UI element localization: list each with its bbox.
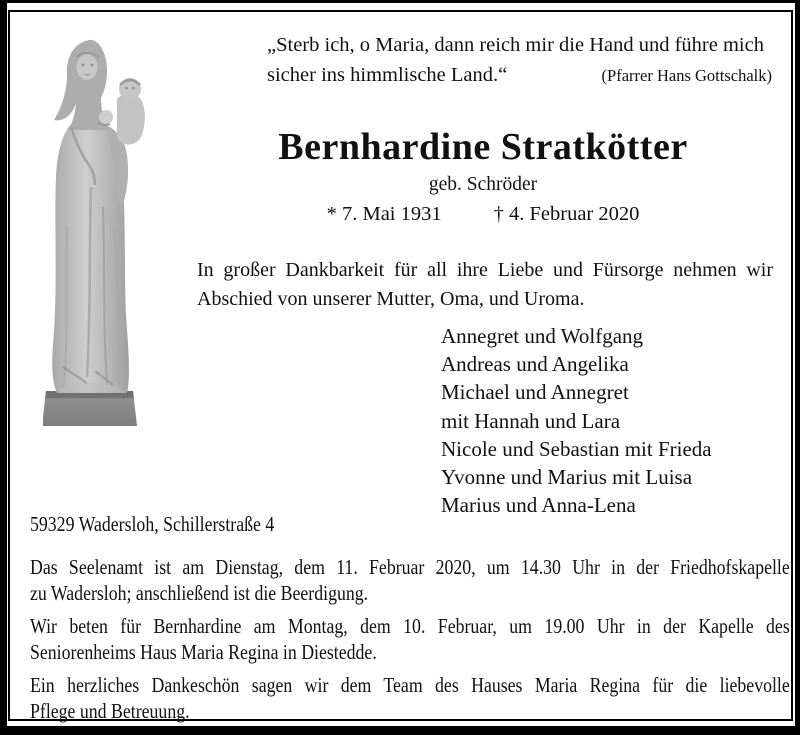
mourner-line: Marius und Anna-Lena <box>441 493 636 518</box>
prayer-line-1: Wir beten für Bernhardine am Montag, dem 10. Februar, um 19.00 Uhr in der Kapelle des <box>30 613 790 638</box>
death-date: † 4. Februar 2020 <box>493 203 640 225</box>
thanks-paragraph <box>30 672 790 725</box>
prayer-paragraph <box>30 613 790 666</box>
tribute-line-1: In großer Dankbarkeit für all ihre Liebe und Fürsorge nehmen wir <box>197 259 773 281</box>
madonna-statue-photo <box>43 27 163 429</box>
mourner-line: Yvonne und Marius mit Luisa <box>441 465 693 490</box>
life-dates <box>173 203 793 226</box>
quote-line-1: „Sterb ich, o Maria, dann reich mir die Hand und führe mich <box>267 34 764 56</box>
mourner-line: Nicole und Sebastian mit Frieda <box>441 436 712 461</box>
mourners-list <box>441 322 712 519</box>
deceased-name: Bernhardine Stratkötter <box>278 126 688 168</box>
service-line-2: zu Wadersloh; anschließend ist die Beerdigung. <box>30 581 369 605</box>
service-line-1: Das Seelenamt ist am Dienstag, dem 11. Februar 2020, um 14.30 Uhr in der Friedhofskapelle <box>30 554 790 579</box>
tribute-line-2: Abschied von unserer Mutter, Oma, und Uroma. <box>197 288 585 310</box>
mourner-line: Andreas und Angelika <box>441 352 629 377</box>
service-paragraph <box>30 554 790 607</box>
quote-line-2-row <box>267 60 772 91</box>
madonna-with-child-statue-icon <box>43 27 163 429</box>
mourner-line: Michael und Annegret <box>441 380 629 405</box>
thanks-line-2: Pflege und Betreuung. <box>30 699 190 723</box>
opening-quote <box>267 30 772 91</box>
quote-attribution: (Pfarrer Hans Gottschalk) <box>601 66 772 85</box>
thanks-line-1: Ein herzliches Dankeschön sagen wir dem Team des Hauses Maria Regina für die liebevolle <box>30 672 790 697</box>
prayer-line-2: Seniorenheims Haus Maria Regina in Diestedde. <box>30 640 377 664</box>
mourner-line: mit Hannah und Lara <box>441 408 621 433</box>
funeral-details-section <box>30 511 790 725</box>
birth-date: * 7. Mai 1931 <box>326 203 442 225</box>
quote-line-2: sicher ins himmlische Land.“ <box>267 64 508 86</box>
mourner-line: Annegret und Wolfgang <box>441 324 644 348</box>
home-address: 59329 Wadersloh, Schillerstraße 4 <box>30 512 275 536</box>
tribute-paragraph <box>197 256 773 314</box>
maiden-name: geb. Schröder <box>428 174 538 195</box>
